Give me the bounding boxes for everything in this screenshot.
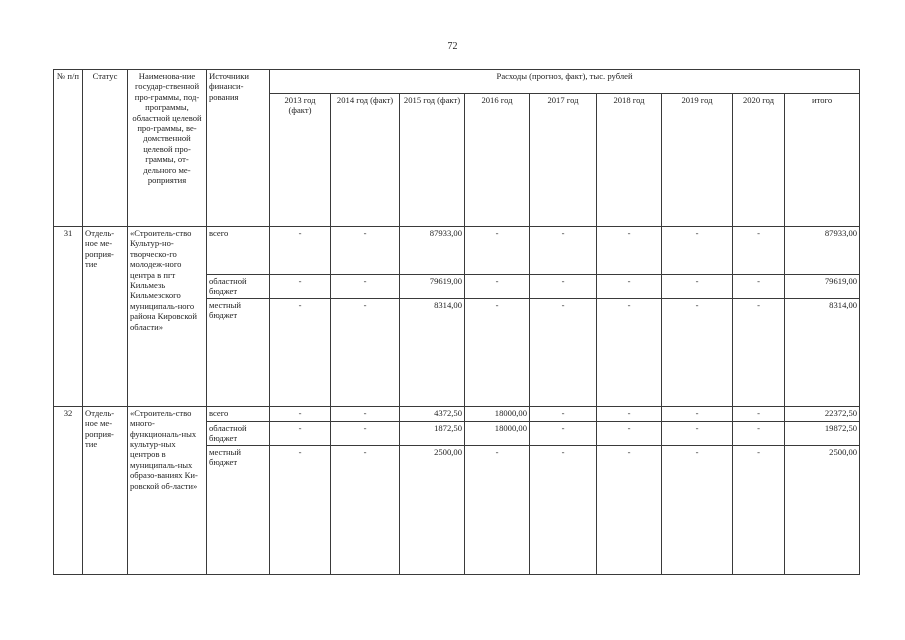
value-cell: - xyxy=(465,298,530,406)
value-cell: - xyxy=(597,227,662,275)
value-cell: - xyxy=(597,298,662,406)
value-cell: - xyxy=(597,406,662,421)
value-cell: - xyxy=(331,298,400,406)
total-cell: 79619,00 xyxy=(785,275,860,299)
value-cell: - xyxy=(530,445,597,574)
row-status: Отдель-ное ме-роприя-тие xyxy=(83,406,128,574)
value-cell: - xyxy=(597,275,662,299)
value-cell: - xyxy=(662,445,733,574)
value-cell: - xyxy=(270,406,331,421)
header-source: Источники финанси-рования xyxy=(207,70,270,227)
value-cell: - xyxy=(530,227,597,275)
value-cell: - xyxy=(733,406,785,421)
row-name: «Строитель-ство Культур-но-творческо-го молодеж-ного центра в пгт Кильмезь Кильмезского муниципаль-ного района Кировской области» xyxy=(128,227,207,407)
total-cell: 22372,50 xyxy=(785,406,860,421)
value-cell: - xyxy=(331,445,400,574)
row-name: «Строитель-ство много-функциональ-ных культур-ных центров в муниципаль-ных образо-ваниях Ки-ровской об-ласти» xyxy=(128,406,207,574)
header-year: 2015 год (факт) xyxy=(400,94,465,227)
total-cell: 87933,00 xyxy=(785,227,860,275)
value-cell: - xyxy=(530,421,597,445)
value-cell: - xyxy=(662,421,733,445)
total-cell: 19872,50 xyxy=(785,421,860,445)
header-year: 2019 год xyxy=(662,94,733,227)
table-row xyxy=(54,227,860,275)
value-cell: - xyxy=(270,275,331,299)
value-cell: 79619,00 xyxy=(400,275,465,299)
value-cell: - xyxy=(331,227,400,275)
header-year: 2017 год xyxy=(530,94,597,227)
value-cell: - xyxy=(270,445,331,574)
value-cell: 2500,00 xyxy=(400,445,465,574)
value-cell: - xyxy=(270,298,331,406)
value-cell: - xyxy=(530,298,597,406)
total-cell: 8314,00 xyxy=(785,298,860,406)
total-cell: 2500,00 xyxy=(785,445,860,574)
header-status: Статус xyxy=(83,70,128,227)
source-label: областной бюджет xyxy=(207,275,270,299)
header-name: Наименова-ние государ-ственной про-граммы, под-программы, областной целевой про-граммы, ве-домственной целевой про-граммы, от-дельного ме-роприятия xyxy=(128,70,207,227)
value-cell: - xyxy=(662,406,733,421)
value-cell: - xyxy=(733,227,785,275)
value-cell: 8314,00 xyxy=(400,298,465,406)
value-cell: 1872,50 xyxy=(400,421,465,445)
budget-table xyxy=(53,69,860,575)
value-cell: - xyxy=(597,421,662,445)
source-label: всего xyxy=(207,406,270,421)
header-no: № п/п xyxy=(54,70,83,227)
value-cell: - xyxy=(331,275,400,299)
value-cell: - xyxy=(662,298,733,406)
value-cell: - xyxy=(597,445,662,574)
header-row-1 xyxy=(54,70,860,94)
table-row xyxy=(54,406,860,421)
value-cell: - xyxy=(331,406,400,421)
value-cell: - xyxy=(733,298,785,406)
value-cell: - xyxy=(465,445,530,574)
value-cell: - xyxy=(331,421,400,445)
value-cell: - xyxy=(270,227,331,275)
header-year: 2018 год xyxy=(597,94,662,227)
header-year: 2020 год xyxy=(733,94,785,227)
value-cell: - xyxy=(465,275,530,299)
header-year: 2016 год xyxy=(465,94,530,227)
source-label: всего xyxy=(207,227,270,275)
page-number: 72 xyxy=(447,41,458,52)
value-cell: - xyxy=(530,275,597,299)
source-label: местный бюджет xyxy=(207,445,270,574)
header-total: итого xyxy=(785,94,860,227)
header-expenses-group: Расходы (прогноз, факт), тыс. рублей xyxy=(270,70,860,94)
value-cell: 18000,00 xyxy=(465,406,530,421)
source-label: областной бюджет xyxy=(207,421,270,445)
value-cell: - xyxy=(733,275,785,299)
row-number: 32 xyxy=(54,406,83,574)
value-cell: 18000,00 xyxy=(465,421,530,445)
header-year: 2014 год (факт) xyxy=(331,94,400,227)
value-cell: 4372,50 xyxy=(400,406,465,421)
value-cell: - xyxy=(733,421,785,445)
source-label: местный бюджет xyxy=(207,298,270,406)
value-cell: - xyxy=(270,421,331,445)
value-cell: - xyxy=(733,445,785,574)
value-cell: - xyxy=(662,227,733,275)
row-number: 31 xyxy=(54,227,83,407)
header-year: 2013 год (факт) xyxy=(270,94,331,227)
value-cell: 87933,00 xyxy=(400,227,465,275)
row-status: Отдель-ное ме-роприя-тие xyxy=(83,227,128,407)
value-cell: - xyxy=(465,227,530,275)
value-cell: - xyxy=(662,275,733,299)
value-cell: - xyxy=(530,406,597,421)
